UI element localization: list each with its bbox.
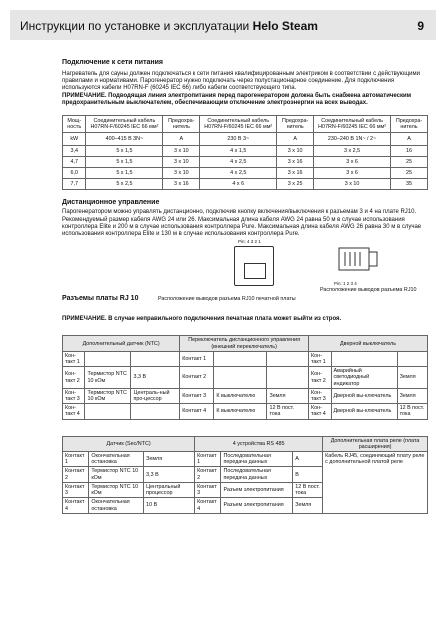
table-cell: 3 x 6 <box>314 168 391 179</box>
table-cell: 4 x 2,5 <box>200 157 277 168</box>
table-header-cell: Дверной выключатель <box>309 336 428 351</box>
table-cell: Земля <box>267 388 309 403</box>
table-cell: Окончательная остановка <box>89 452 144 467</box>
table-cell: Контакт 3 <box>180 388 214 403</box>
table-cell: К выключателю <box>214 404 267 419</box>
remote-text: Парогенератором можно управлять дистанционно, подключив кнопку включения/выключения к разъемам 3 и 4 на плате RJ10. Рекомендуемый размер кабеля AWG 24 или 26. Максимальная длина кабеля AWG 24 равна 50 м в случае использования контроллера Elite и 200 м в случае использования контроллера Pure. Максимальная длина кабеля AWG 26 равна 30 м в случае использования контроллера Elite и 130 м в случае использования контроллера Pure. <box>62 209 422 238</box>
rj10-board-caption: Расположение выводов разъема RJ10 печатной платы <box>158 296 296 303</box>
table-row <box>63 157 428 168</box>
table-cell: Кон-такт 3 <box>63 388 85 403</box>
table-cell: 4 x 1,5 <box>200 146 277 157</box>
power-heading: Подключение к сети питания <box>62 59 164 66</box>
table-cell: 3 x 10 <box>163 168 200 179</box>
table-cell: 3 x 25 <box>277 179 314 190</box>
table-cell <box>267 367 309 389</box>
table-cell: 3 x 6 <box>314 157 391 168</box>
rj10-heading: Разъемы платы RJ 10 <box>62 295 139 303</box>
pin-label-board: Pin: 4 3 2 1 <box>238 239 261 245</box>
page-content <box>62 58 428 514</box>
table-cell: Контакт 1 <box>180 351 214 366</box>
table-cell: Кон-такт 4 <box>63 404 85 419</box>
table-cell: 6,0 <box>63 168 86 179</box>
table-cell: 10 В <box>144 498 195 513</box>
table-cell: Последовательная передача данных <box>221 467 293 482</box>
table-header-cell: Мощ-ность <box>63 116 86 133</box>
table-cell: К выключателю <box>214 388 267 403</box>
table-cell: Аварийный светодиодный индикатор <box>331 367 397 389</box>
connection-table-1 <box>62 335 428 419</box>
unit-cell: A <box>163 133 200 146</box>
table-cell <box>85 351 131 366</box>
rj10-cable-plug-icon <box>337 242 379 278</box>
table-header-cell: Соединительный кабель H07RN-F/60245 IEC 66 мм² <box>314 116 391 133</box>
table-row <box>63 452 428 467</box>
table-cell: Термистор NTC 10 кОм <box>85 388 131 403</box>
rj10-cable-caption: Расположение выводов разъема RJ10 <box>320 287 417 294</box>
table-row <box>63 367 428 389</box>
table-cell: 3,3 В <box>144 467 195 482</box>
table-cell: B <box>293 467 323 482</box>
table-cell: 3 x 10 <box>163 157 200 168</box>
table-cell: 3 x 10 <box>314 179 391 190</box>
table-cell: Последовательная передача данных <box>221 452 293 467</box>
table-cell: Контакт 4 <box>195 498 221 513</box>
table-cell: 3,4 <box>63 146 86 157</box>
table-cell: 12 В пост. тока <box>293 482 323 497</box>
table-cell: A <box>293 452 323 467</box>
table-cell: Центральный процессор <box>144 482 195 497</box>
table-row <box>63 388 428 403</box>
table-cell: Кон-такт 1 <box>63 351 85 366</box>
table-cell: 4 x 6 <box>200 179 277 190</box>
header-title: Инструкции по установке и эксплуатации Helo Steam <box>20 19 318 33</box>
table-cell: 5 x 1,5 <box>86 146 163 157</box>
table-cell: Кон-такт 2 <box>63 367 85 389</box>
remote-heading: Дистанционное управление <box>62 199 160 207</box>
table-cell: Кон-такт 3 <box>309 388 331 403</box>
pin-label-cable: Pin: 1 2 3 4 <box>334 281 357 287</box>
table-cell: 3 x 16 <box>277 157 314 168</box>
table-cell: Разъем электропитания <box>221 482 293 497</box>
table-row <box>63 404 428 419</box>
table-cell <box>267 351 309 366</box>
table-cell: 25 <box>391 157 428 168</box>
table-cell <box>214 367 267 389</box>
table-cell: Контакт 3 <box>195 482 221 497</box>
table-header-cell: Предохра-нитель <box>163 116 200 133</box>
table-header-cell: Датчик (Sec/NTC) <box>63 436 195 451</box>
table-cell: 5 x 1,5 <box>86 168 163 179</box>
table-cell: Кон-такт 2 <box>309 367 331 389</box>
table-cell <box>131 404 180 419</box>
table-cell: 4 x 2,5 <box>200 168 277 179</box>
table-header-cell: Дополнительный датчик (NTC) <box>63 336 180 351</box>
table-cell <box>131 351 180 366</box>
table-cell: 5 x 1,5 <box>86 157 163 168</box>
table-cell: 3,3 В <box>131 367 180 389</box>
table-cell: Контакт 4 <box>180 404 214 419</box>
table-cell: Земля <box>144 452 195 467</box>
table-cell <box>85 404 131 419</box>
table-row <box>63 179 428 190</box>
table-cell: Окончательная остановка <box>89 498 144 513</box>
table-cell: Контакт 2 <box>195 467 221 482</box>
table-cell: 3 x 10 <box>277 146 314 157</box>
table-cell <box>397 351 427 366</box>
page-number: 9 <box>417 19 424 33</box>
table-header-cell: 4 устройства RS 485 <box>195 436 323 451</box>
table-cell: 25 <box>391 168 428 179</box>
table-cell: Контакт 1 <box>63 452 89 467</box>
table-cell: Термистор NTC 10 кОм <box>89 482 144 497</box>
table-cell: 3 x 16 <box>277 168 314 179</box>
table-cell: 16 <box>391 146 428 157</box>
rj10-diagram <box>62 238 428 308</box>
table-row <box>63 168 428 179</box>
table-cell: 4,7 <box>63 157 86 168</box>
rj10-note: ПРИМЕЧАНИЕ. В случае неправильного подключения печатная плата может выйти из строя. <box>62 316 342 323</box>
table-cell: Кон-такт 4 <box>309 404 331 419</box>
table-cell <box>331 351 397 366</box>
table-cell: Дверной вы-ключатель <box>331 404 397 419</box>
table-cell: Кон-такт 1 <box>309 351 331 366</box>
table-cell: Централь-ный про-цессор <box>131 388 180 403</box>
table-header-cell: Соединительный кабель H07RN-F/60245 IEC 66 мм² <box>86 116 163 133</box>
table-cell: Дверной вы-ключатель <box>331 388 397 403</box>
table-cell: Земля <box>293 498 323 513</box>
table-cell: 12 В пост. тока <box>267 404 309 419</box>
table-cell: Термистор NTC 10 кОм <box>89 467 144 482</box>
connection-table-2 <box>62 436 428 514</box>
table-header-cell: Переключатель дистанционного управления (внешний переключатель) <box>180 336 309 351</box>
power-table <box>62 115 428 190</box>
table-cell: 3 x 16 <box>163 179 200 190</box>
unit-cell: 230 В 3~ <box>200 133 277 146</box>
rj10-board-jack-icon <box>234 246 274 286</box>
power-text: Нагреватель для сауны должен подключаться к сети питания квалифицированным электриком в соответствии с действующими правилами и нормативами. Парогенератор нужно подключать через полустационарное соединение. Для подключения используются кабели H07RN-F (60245 IEC 66) либо кабели соответствующего типа. <box>62 71 420 92</box>
table-cell: Контакт 2 <box>63 467 89 482</box>
table-cell: Кабель RJ45, соединяющий плату реле с дополнительной платой реле <box>323 452 428 514</box>
table-cell: Земля <box>397 367 427 389</box>
table-header-cell: Соединительный кабель H07RN-F/60245 IEC 66 мм² <box>200 116 277 133</box>
table-cell: 35 <box>391 179 428 190</box>
table-cell: 7,7 <box>63 179 86 190</box>
table-header-cell: Предохра-нитель <box>277 116 314 133</box>
table-cell: 5 x 2,5 <box>86 179 163 190</box>
table-cell: Контакт 2 <box>180 367 214 389</box>
unit-cell: 230–240 В 1N~ / 2~ <box>314 133 391 146</box>
table-cell: Контакт 4 <box>63 498 89 513</box>
table-header-cell: Предохра-нитель <box>391 116 428 133</box>
unit-cell: A <box>277 133 314 146</box>
table-cell: 3 x 10 <box>163 146 200 157</box>
table-cell: Разъем электропитания <box>221 498 293 513</box>
table-cell: Термистор NTC 10 кОм <box>85 367 131 389</box>
table-cell: 3 x 2,5 <box>314 146 391 157</box>
table-cell: Земля <box>397 388 427 403</box>
power-note: ПРИМЕЧАНИЕ. Подводящая линия электропитания перед парогенератором должна быть снабжена автоматическим предохранительным выключателем, обеспечивающим отключение электроэнергии на всех выводах. <box>62 92 412 106</box>
table-cell: Контакт 3 <box>63 482 89 497</box>
table-cell: Контакт 1 <box>195 452 221 467</box>
page-header <box>10 10 436 40</box>
table-row <box>63 146 428 157</box>
table-cell: 12 В пост. тока <box>397 404 427 419</box>
unit-cell: A <box>391 133 428 146</box>
table-cell <box>214 351 267 366</box>
unit-cell: kW <box>63 133 86 146</box>
table-header-cell: Дополнительная плата реле (плата расширения) <box>323 436 428 451</box>
table-row <box>63 351 428 366</box>
unit-cell: 400–415 В 3N~ <box>86 133 163 146</box>
